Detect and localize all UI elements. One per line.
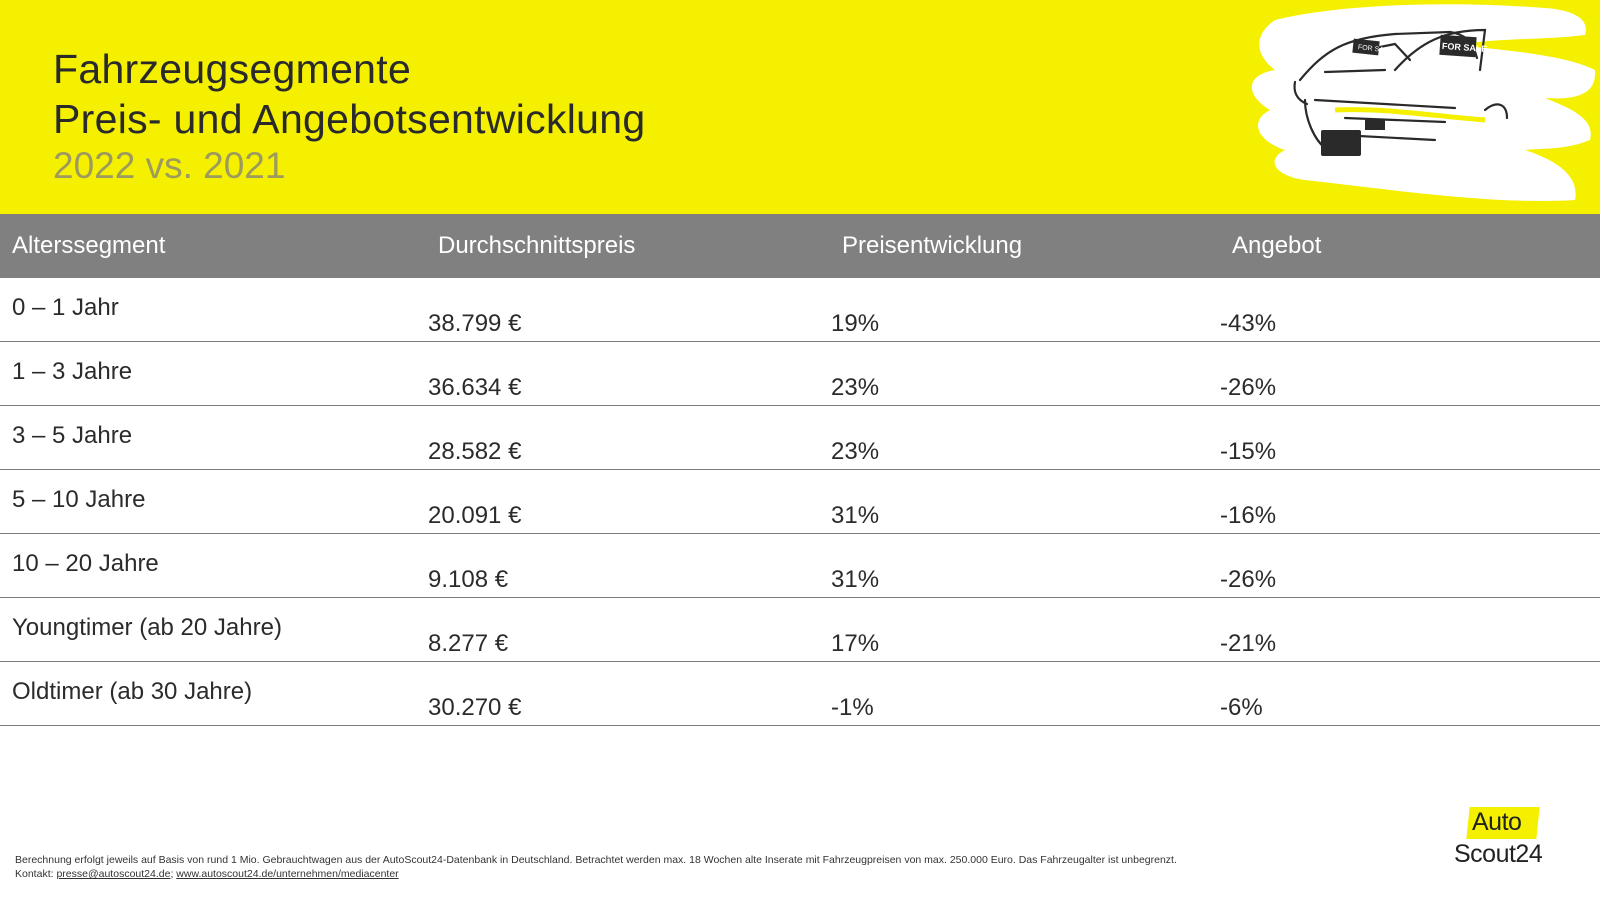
cell-price: 36.634 €: [428, 374, 522, 401]
column-header-price-change: Preisentwicklung: [842, 232, 1023, 259]
mediacenter-link[interactable]: www.autoscout24.de/unternehmen/mediacenter: [176, 868, 399, 880]
table-header: [0, 214, 1600, 278]
column-header-price: Durchschnittspreis: [438, 232, 636, 259]
cell-offer: -26%: [1220, 374, 1277, 401]
table-row: [0, 406, 1600, 470]
cell-offer: -43%: [1220, 310, 1277, 337]
cell-offer: -15%: [1220, 438, 1277, 465]
page-subtitle: 2022 vs. 2021: [53, 145, 286, 186]
cell-offer: -21%: [1220, 630, 1277, 657]
press-email-link[interactable]: presse@autoscout24.de: [56, 868, 171, 880]
cell-offer: -26%: [1220, 566, 1277, 593]
cell-segment: Youngtimer (ab 20 Jahre): [12, 614, 282, 641]
cell-segment: 1 – 3 Jahre: [12, 358, 133, 385]
table-row: [0, 598, 1600, 662]
cell-price-change: 17%: [831, 630, 880, 657]
cell-price: 30.270 €: [428, 694, 522, 721]
cell-segment: Oldtimer (ab 30 Jahre): [12, 678, 253, 705]
table-row: [0, 342, 1600, 406]
contact-label: Kontakt:: [15, 868, 57, 880]
header-banner: [0, 0, 1600, 214]
autoscout24-logo: [1450, 807, 1560, 871]
cell-offer: -16%: [1220, 502, 1277, 529]
table-row: [0, 662, 1600, 726]
contact-line: [15, 867, 1177, 881]
cell-price: 8.277 €: [428, 630, 509, 657]
cell-price: 20.091 €: [428, 502, 522, 529]
column-header-segment: Alterssegment: [12, 232, 166, 259]
car-sign-text-2: FOR SALE: [1441, 40, 1488, 55]
cell-segment: 10 – 20 Jahre: [12, 550, 159, 577]
table-row: [0, 534, 1600, 598]
footnote: [15, 853, 1177, 881]
car-sign-text-1: FOR SALE: [1357, 44, 1393, 55]
cell-price-change: 31%: [831, 502, 880, 529]
cell-price-change: 23%: [831, 374, 880, 401]
logo-line-2: Scout24: [1454, 840, 1543, 868]
table-body: [0, 278, 1600, 726]
cell-segment: 5 – 10 Jahre: [12, 486, 146, 513]
car-illustration: [1245, 0, 1600, 214]
title-line-2: Preis- und Angebotsentwicklung: [53, 96, 646, 142]
title-line-1: Fahrzeugsegmente: [53, 46, 412, 92]
cell-price-change: 31%: [831, 566, 880, 593]
logo-line-1: Auto: [1472, 808, 1522, 836]
cell-segment: 0 – 1 Jahr: [12, 294, 119, 321]
cell-segment: 3 – 5 Jahre: [12, 422, 133, 449]
cell-price-change: -1%: [831, 694, 874, 721]
cell-price-change: 19%: [831, 310, 880, 337]
page-title: [53, 44, 645, 144]
cell-offer: -6%: [1220, 694, 1263, 721]
footnote-text: Berechnung erfolgt jeweils auf Basis von rund 1 Mio. Gebrauchtwagen aus der AutoScout24-Datenbank in Deutschland. Betrachtet werden max. 18 Wochen alte Inserate mit Fahrzeugpreisen von max. 250.000 Euro. Das Fahrzeugalter ist unbegrenzt.: [15, 854, 1177, 866]
cell-price: 38.799 €: [428, 310, 522, 337]
cell-price: 9.108 €: [428, 566, 509, 593]
contact-separator: ;: [170, 868, 177, 880]
cell-price-change: 23%: [831, 438, 880, 465]
table-row: [0, 278, 1600, 342]
column-header-offer: Angebot: [1232, 232, 1322, 259]
cell-price: 28.582 €: [428, 438, 522, 465]
table-row: [0, 470, 1600, 534]
